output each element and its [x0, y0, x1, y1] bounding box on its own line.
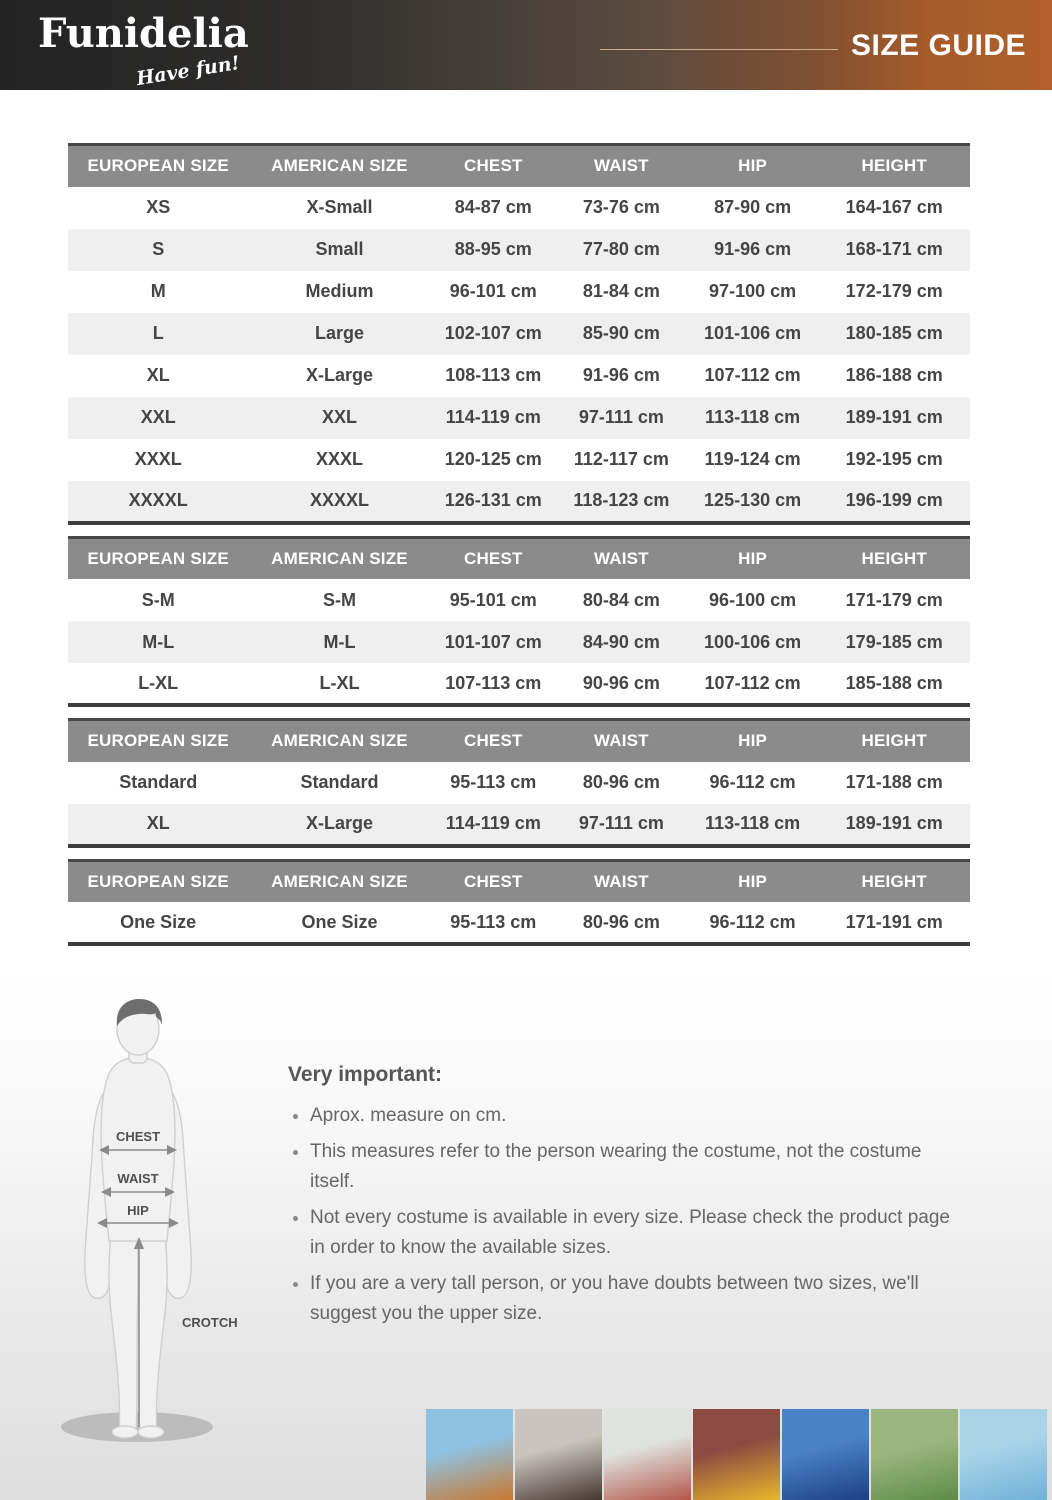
figure-right-foot [138, 1426, 164, 1438]
table-cell: 97-111 cm [578, 813, 664, 833]
table-cell: 192-195 cm [845, 449, 943, 469]
table-cell: XL [146, 813, 170, 833]
table-row [68, 229, 970, 271]
important-notes [288, 1063, 966, 1335]
table-cell: 80-96 cm [582, 911, 660, 932]
table-cell: Small [315, 239, 364, 259]
figure-left-foot [112, 1426, 138, 1438]
table-cell: Large [314, 323, 364, 343]
column-header: HEIGHT [818, 860, 970, 902]
column-header: HIP [687, 720, 819, 762]
table-cell: L-XL [138, 672, 179, 693]
photo-strip [426, 1409, 1047, 1500]
table-cell: One Size [120, 911, 197, 932]
table-row [68, 663, 970, 705]
table-row [68, 621, 970, 663]
size-tables [68, 143, 970, 957]
table-cell: X-Small [306, 197, 373, 217]
table-cell: 101-106 cm [704, 323, 802, 343]
table-cell: 186-188 cm [845, 365, 943, 385]
table-cell: XXXXL [309, 490, 369, 510]
column-header: HIP [687, 145, 819, 187]
table-row [68, 439, 970, 481]
table-cell: M-L [142, 631, 175, 652]
costume-photo-7 [960, 1409, 1047, 1500]
column-header: HEIGHT [818, 537, 970, 579]
note-bullet: • Aprox. measure on cm. [310, 1101, 966, 1130]
table-cell: XXXXL [128, 490, 188, 510]
column-header: WAIST [556, 860, 687, 902]
table-cell: 113-118 cm [705, 407, 801, 427]
table-cell: 119-124 cm [704, 449, 801, 469]
table-cell: 91-96 cm [714, 239, 792, 259]
column-header: CHEST [431, 145, 556, 187]
body-figure-illustration [55, 989, 290, 1459]
table-cell: L-XL [319, 672, 360, 693]
table-cell: S-M [141, 589, 175, 610]
table-cell: 107-112 cm [704, 672, 801, 693]
table-cell: L [152, 323, 164, 343]
table-cell: XXL [321, 407, 357, 427]
table-cell: 125-130 cm [704, 490, 802, 510]
table-row [68, 481, 970, 523]
table-cell: 185-188 cm [845, 672, 943, 693]
column-header: AMERICAN SIZE [248, 860, 430, 902]
column-header: AMERICAN SIZE [248, 720, 430, 762]
table-row [68, 187, 970, 229]
column-header: EUROPEAN SIZE [68, 720, 248, 762]
table-row [68, 804, 970, 846]
table-cell: Standard [300, 772, 379, 792]
costume-photo-2 [515, 1409, 602, 1500]
table-cell: 114-119 cm [445, 813, 541, 833]
table-row [68, 762, 970, 804]
table-cell: XS [146, 197, 171, 217]
table-cell: 96-101 cm [449, 281, 537, 301]
table-header-row [68, 537, 970, 579]
table-row [68, 579, 970, 621]
column-header: EUROPEAN SIZE [68, 860, 248, 902]
table-cell: 196-199 cm [845, 490, 943, 510]
table-cell: 171-179 cm [845, 589, 943, 610]
table-cell: 96-100 cm [709, 589, 797, 610]
table-cell: 81-84 cm [582, 281, 660, 301]
costume-photo-4 [693, 1409, 780, 1500]
costume-photo-6 [871, 1409, 958, 1500]
table-cell: X-Large [305, 813, 373, 833]
table-cell: Medium [305, 281, 374, 301]
size-table-combined-sizes [68, 536, 970, 708]
table-cell: M-L [323, 631, 356, 652]
size-table-standard [68, 718, 970, 848]
table-cell: 87-90 cm [714, 197, 792, 217]
table-header-row [68, 145, 970, 187]
note-bullet: • Not every costume is available in every size. Please check the product page in order to know the available sizes. [310, 1203, 966, 1262]
funidelia-logo [38, 10, 298, 91]
table-cell: 100-106 cm [704, 631, 802, 652]
table-cell: 172-179 cm [845, 281, 943, 301]
costume-photo-5 [782, 1409, 869, 1500]
column-header: EUROPEAN SIZE [68, 537, 248, 579]
table-row [68, 397, 970, 439]
table-cell: S [152, 239, 165, 259]
table-cell: 80-84 cm [582, 589, 660, 610]
table-cell: 77-80 cm [582, 239, 660, 259]
table-row [68, 355, 970, 397]
table-cell: M [150, 281, 166, 301]
table-cell: XXXL [134, 449, 182, 469]
table-cell: 112-117 cm [573, 449, 669, 469]
table-cell: One Size [301, 911, 378, 932]
table-cell: 164-167 cm [845, 197, 943, 217]
table-header-row [68, 720, 970, 762]
table-row [68, 313, 970, 355]
table-cell: 179-185 cm [845, 631, 943, 652]
table-cell: 91-96 cm [582, 365, 660, 385]
table-cell: 113-118 cm [705, 813, 801, 833]
column-header: CHEST [431, 860, 556, 902]
header-divider-line [600, 49, 838, 50]
table-cell: 95-101 cm [449, 589, 537, 610]
figure-left-leg [109, 1235, 138, 1430]
page-title: SIZE GUIDE [850, 29, 1026, 62]
column-header: HEIGHT [818, 145, 970, 187]
body-measurement-diagram [55, 989, 290, 1459]
table-row [68, 271, 970, 313]
table-cell: 189-191 cm [845, 407, 943, 427]
figure-right-leg [138, 1235, 167, 1430]
notes-title: Very important: [288, 1063, 443, 1086]
table-cell: 118-123 cm [573, 490, 670, 510]
column-header: HIP [687, 860, 819, 902]
waist-label: WAIST [117, 1171, 159, 1186]
column-header: AMERICAN SIZE [248, 537, 430, 579]
table-cell: XL [146, 365, 170, 385]
table-cell: 171-191 cm [845, 911, 943, 932]
table-cell: 114-119 cm [445, 407, 541, 427]
column-header: AMERICAN SIZE [248, 145, 430, 187]
table-cell: 101-107 cm [444, 631, 542, 652]
table-cell: 96-112 cm [709, 911, 796, 932]
table-cell: 189-191 cm [845, 813, 943, 833]
table-cell: 85-90 cm [582, 323, 660, 343]
table-cell: XXL [140, 407, 176, 427]
note-bullet: • If you are a very tall person, or you have doubts between two sizes, we'll suggest you the upper size. [310, 1269, 966, 1328]
costume-photo-3 [604, 1409, 691, 1500]
table-cell: 102-107 cm [444, 323, 542, 343]
hip-label: HIP [127, 1203, 149, 1218]
size-table-letter-sizes [68, 143, 970, 525]
column-header: HEIGHT [818, 720, 970, 762]
table-cell: 95-113 cm [450, 911, 537, 932]
table-cell: 97-100 cm [709, 281, 797, 301]
logo-text: Funidelia [38, 10, 249, 57]
table-cell: Standard [119, 772, 198, 792]
chest-label: CHEST [115, 1129, 161, 1144]
table-cell: 126-131 cm [444, 490, 542, 510]
table-row [68, 902, 970, 944]
table-cell: 88-95 cm [454, 239, 532, 259]
column-header: WAIST [556, 145, 687, 187]
bottom-section [0, 975, 1052, 1500]
column-header: EUROPEAN SIZE [68, 145, 248, 187]
table-header-row [68, 860, 970, 902]
table-cell: 97-111 cm [578, 407, 664, 427]
column-header: HIP [687, 537, 819, 579]
costume-photo-1 [426, 1409, 513, 1500]
table-cell: 90-96 cm [582, 672, 660, 693]
table-cell: 171-188 cm [845, 772, 943, 792]
table-cell: 95-113 cm [450, 772, 537, 792]
table-cell: 80-96 cm [582, 772, 660, 792]
table-cell: S-M [322, 589, 356, 610]
column-header: WAIST [556, 720, 687, 762]
table-cell: 84-90 cm [582, 631, 660, 652]
table-cell: 107-113 cm [445, 672, 542, 693]
table-cell: XXXL [315, 449, 363, 469]
table-cell: X-Large [305, 365, 373, 385]
table-cell: 180-185 cm [845, 323, 943, 343]
table-cell: 108-113 cm [445, 365, 542, 385]
column-header: CHEST [431, 537, 556, 579]
table-cell: 168-171 cm [845, 239, 943, 259]
table-cell: 107-112 cm [704, 365, 801, 385]
note-bullet: • This measures refer to the person wearing the costume, not the costume itself. [310, 1137, 966, 1196]
notes-list [288, 1101, 966, 1328]
table-cell: 84-87 cm [454, 197, 532, 217]
size-table-one-size [68, 859, 970, 947]
table-cell: 73-76 cm [582, 197, 660, 217]
logo-tagline: Have fun! [134, 51, 242, 91]
page-header [0, 0, 1052, 90]
table-cell: 120-125 cm [444, 449, 542, 469]
column-header: WAIST [556, 537, 687, 579]
table-cell: 96-112 cm [709, 772, 796, 792]
column-header: CHEST [431, 720, 556, 762]
crotch-label: CROTCH [182, 1315, 238, 1330]
